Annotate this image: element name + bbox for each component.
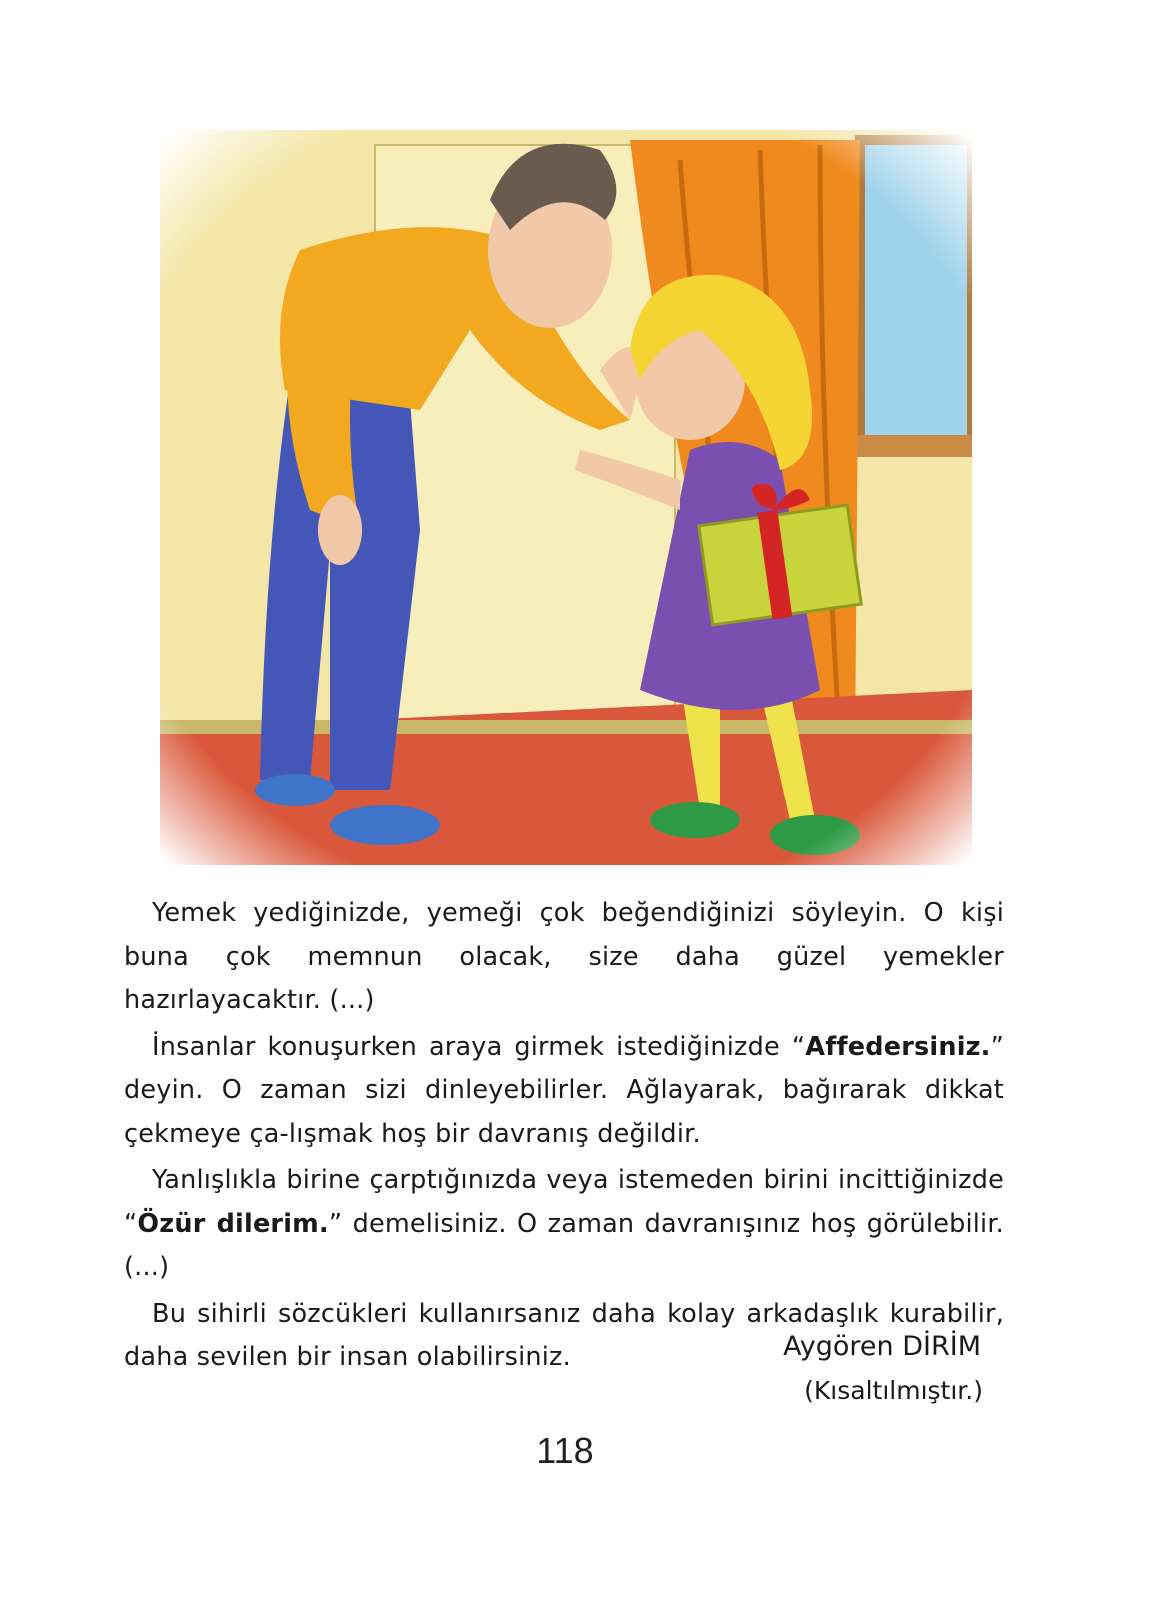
bold-phrase-affedersiniz: Affedersiniz. [805, 1031, 991, 1062]
illustration-man-and-girl-with-gift [160, 130, 972, 865]
paragraph-3 [124, 1159, 1004, 1290]
author-signature [783, 1325, 981, 1413]
illustration-vignette [160, 130, 972, 865]
paragraph-3-text-b: ” demelisiniz. O zaman davranışınız hoş görülebilir. (...) [124, 1208, 1004, 1282]
paragraph-2-text-b: ” deyin. O zaman sizi dinleyebilirler. Ağlayarak, bağırarak dikkat çekmeye ça-lışmak hoş bir davranış değildir. [124, 1031, 1004, 1149]
story-illustration [160, 130, 972, 865]
story-text [124, 892, 1004, 1383]
paragraph-3-text-a: Yanlışlıkla birine çarptığınızda veya istemeden birini incittiğinizde “ [124, 1165, 1004, 1239]
paragraph-4-text: Bu sihirli sözcükleri kullanırsanız daha kolay arkadaşlık kurabilir, daha sevilen bir insan olabilirsiniz. [124, 1298, 1004, 1372]
bold-phrase-ozur-dilerim: Özür dilerim. [137, 1208, 329, 1239]
paragraph-2-text-a: İnsanlar konuşurken araya girmek istediğinizde “ [152, 1031, 806, 1062]
author-name: Aygören DİRİM [783, 1331, 981, 1362]
page-number: 118 [536, 1430, 594, 1471]
abridged-note: (Kısaltılmıştır.) [804, 1376, 983, 1405]
paragraph-2 [124, 1026, 1004, 1157]
paragraph-1 [124, 892, 1004, 1023]
paragraph-1-text: Yemek yediğinizde, yemeği çok beğendiğinizi söyleyin. O kişi buna çok memnun olacak, size daha güzel yemekler hazırlayacaktır. (...) [124, 898, 1004, 1015]
